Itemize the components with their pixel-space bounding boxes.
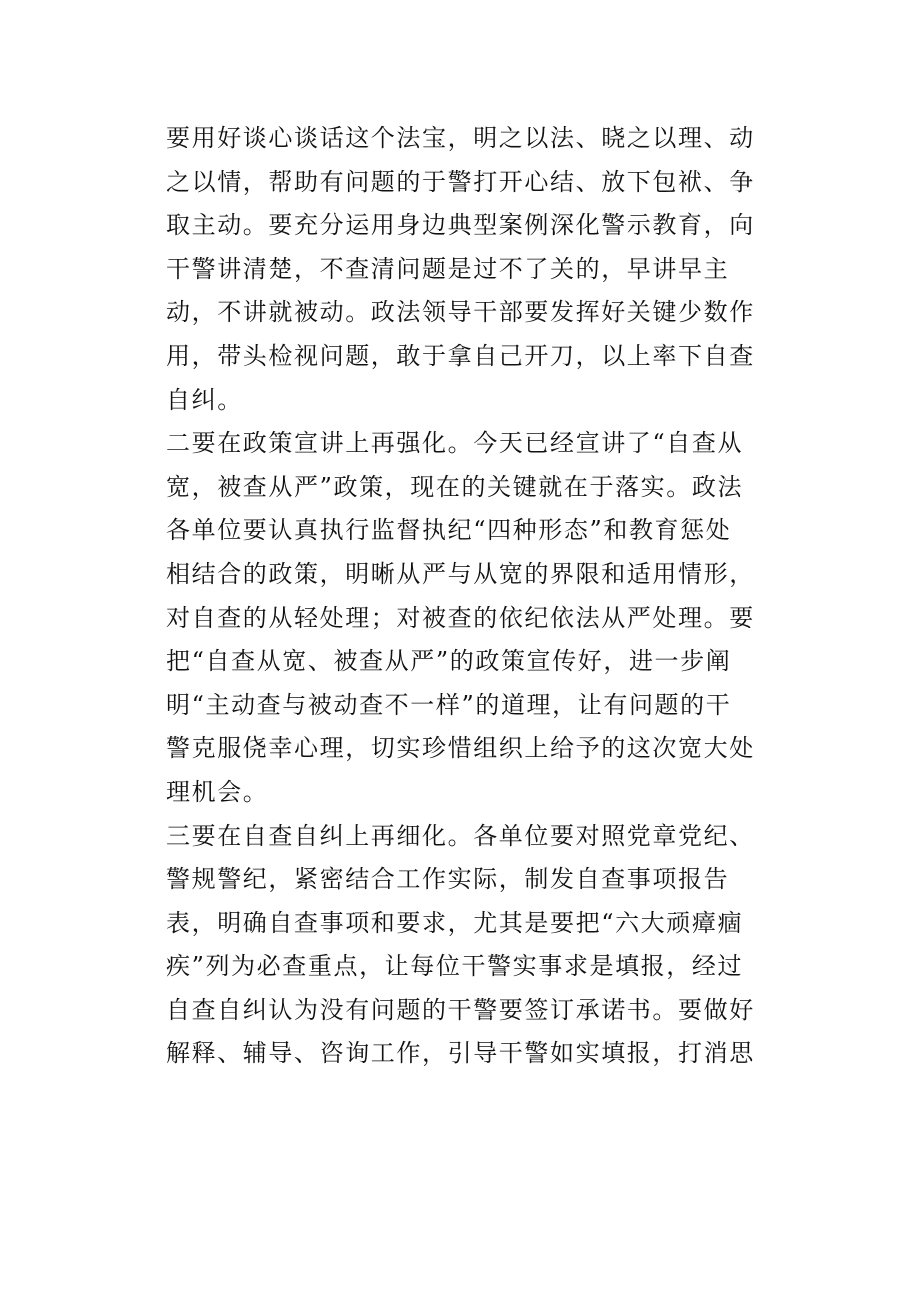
text-line: 各单位要认真执行监督执纪“四种形态”和教育惩处 (166, 516, 732, 545)
body-text (166, 117, 755, 1076)
text-line: 取主动。要充分运用身边典型案例深化警示教育，向 (166, 211, 755, 240)
text-line: 二要在政策宣讲上再强化。今天已经宣讲了“自查从 (166, 429, 744, 458)
text-line: 对自查的从轻处理；对被查的依纪依法从严处理。要 (166, 603, 755, 632)
text-line: 自查自纠认为没有问题的干警要签订承诺书。要做好 (166, 995, 755, 1024)
text-line: 理机会。 (166, 777, 269, 806)
text-line: 疾”列为必查重点，让每位干警实事求是填报，经过 (166, 952, 744, 981)
text-line: 自纠。 (166, 385, 243, 414)
text-line: 宽，被查从严”政策，现在的关键就在于落实。政法 (166, 472, 744, 501)
text-line: 相结合的政策，明晰从严与从宽的界限和适用情形， (166, 559, 755, 588)
text-line: 表，明确自查事项和要求，尤其是要把“六大顽瘴痼 (166, 908, 744, 937)
text-line: 解释、辅导、咨询工作，引导干警如实填报，打消思 (166, 1039, 755, 1068)
text-line: 动，不讲就被动。政法领导干部要发挥好关键少数作 (166, 298, 755, 327)
text-line: 警克服侥幸心理，切实珍惜组织上给予的这次宽大处 (166, 734, 755, 763)
text-line: 要用好谈心谈话这个法宝，明之以法、晓之以理、动 (166, 124, 755, 152)
text-line: 用，带头检视问题，敢于拿自己开刀，以上率下自查 (166, 341, 755, 370)
text-line: 警规警纪，紧密结合工作实际，制发自查事项报告 (166, 865, 730, 894)
text-line: 之以情，帮助有问题的于警打开心结、放下包袱、争 (166, 167, 755, 196)
text-line: 干警讲清楚，不查清问题是过不了关的，早讲早主 (166, 254, 730, 283)
text-line: 把“自查从宽、被查从严”的政策宣传好，进一步阐 (166, 647, 732, 676)
text-line: 三要在自查自纠上再细化。各单位要对照党章党纪、 (166, 821, 755, 850)
text-line: 明“主动查与被动查不一样”的道理，让有问题的干 (166, 690, 732, 719)
